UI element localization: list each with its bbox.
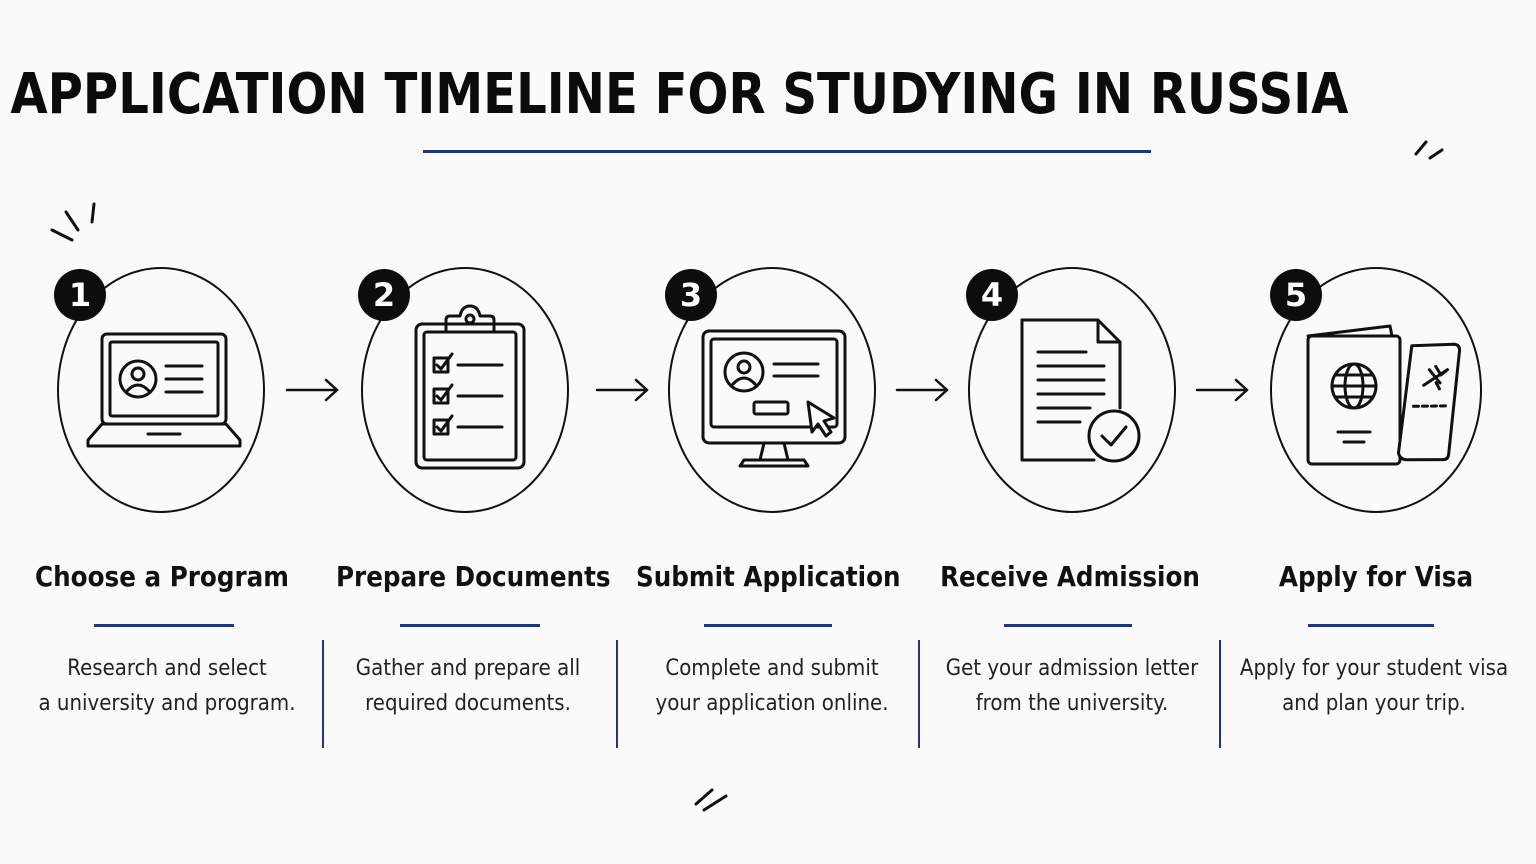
step-description-line: a university and program.: [38, 691, 296, 716]
monitor-form-icon: [700, 328, 848, 472]
step-title: Apply for Visa: [1278, 560, 1474, 593]
step-description-line: required documents.: [365, 691, 571, 716]
divider-line: [322, 640, 324, 748]
divider-line: [1219, 640, 1221, 748]
step-number-badge: 1: [54, 269, 106, 321]
step-5: [1224, 0, 1524, 864]
step-description-line: Apply for your student visa: [1239, 656, 1509, 681]
step-title-rule: [94, 624, 234, 627]
step-number-badge: 2: [358, 269, 410, 321]
passport-ticket-icon: [1304, 322, 1464, 468]
page-title: APPLICATION TIMELINE FOR STUDYING IN RUSSIA: [10, 62, 1349, 127]
clipboard-checklist-icon: [410, 302, 530, 472]
step-number-badge: 5: [1270, 269, 1322, 321]
step-description: [32, 651, 302, 721]
document-check-icon: [1016, 316, 1148, 472]
step-1: [12, 0, 312, 864]
step-description-line: your application online.: [655, 691, 889, 716]
step-description-line: Research and select: [67, 656, 267, 681]
step-description: [1239, 651, 1509, 721]
step-title-rule: [1308, 624, 1434, 627]
step-description: [333, 651, 603, 721]
laptop-profile-icon: [86, 330, 242, 454]
step-description-line: Complete and submit: [665, 656, 879, 681]
step-number-badge: 3: [665, 269, 717, 321]
step-title-rule: [1004, 624, 1132, 627]
step-description: [937, 651, 1207, 721]
step-number-badge: 4: [966, 269, 1018, 321]
step-4: [920, 0, 1220, 864]
divider-line: [616, 640, 618, 748]
step-description-line: from the university.: [975, 691, 1169, 716]
step-title: Prepare Documents: [336, 560, 611, 593]
step-title: Receive Admission: [940, 560, 1200, 593]
step-title-rule: [704, 624, 832, 627]
step-3: [618, 0, 918, 864]
step-description: [637, 651, 907, 721]
step-description-line: Get your admission letter: [945, 656, 1199, 681]
step-title-rule: [400, 624, 540, 627]
step-2: [318, 0, 618, 864]
step-title: Choose a Program: [35, 560, 289, 593]
step-description-line: and plan your trip.: [1282, 691, 1466, 716]
divider-line: [918, 640, 920, 748]
step-title: Submit Application: [636, 560, 901, 593]
step-description-line: Gather and prepare all: [355, 656, 581, 681]
